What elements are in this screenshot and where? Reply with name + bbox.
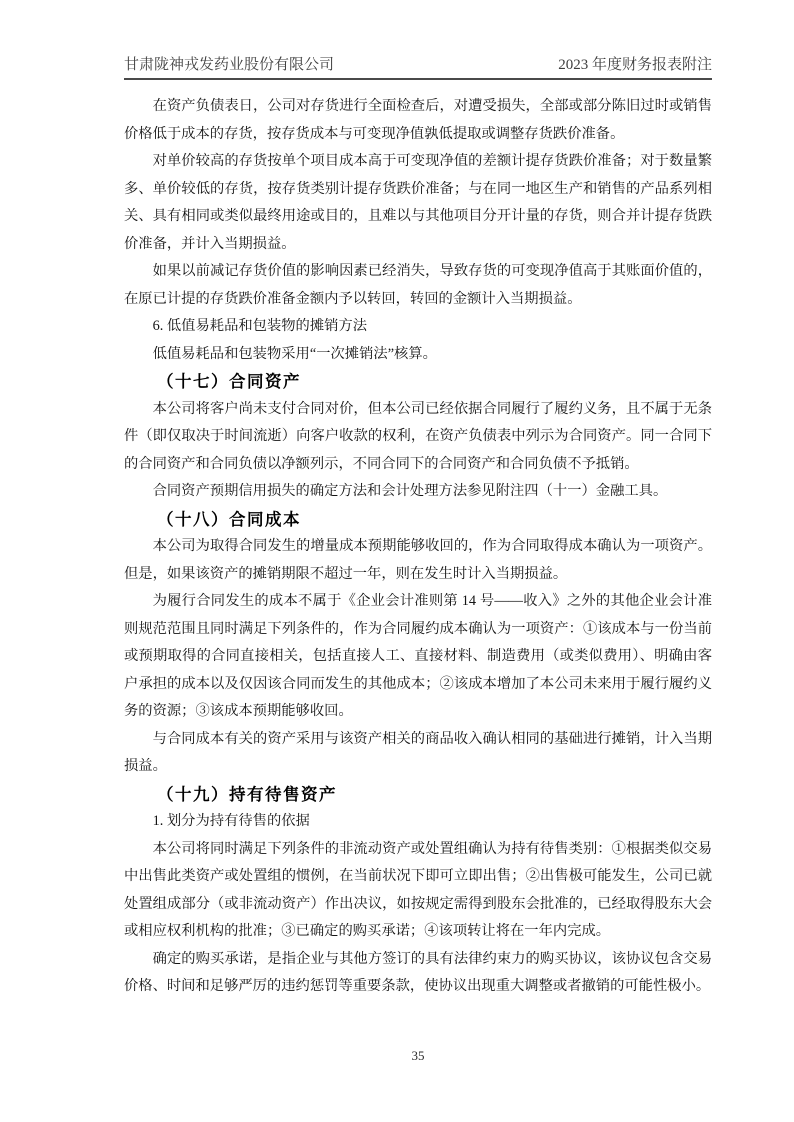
page-header — [124, 0, 712, 80]
list-item: 6. 低值易耗品和包装物的摊销方法 — [152, 318, 368, 334]
list-item: 1. 划分为持有待售的依据 — [152, 813, 310, 829]
document-body — [124, 93, 712, 1001]
page-number: 35 — [411, 1048, 425, 1063]
section-heading: （十八）合同成本 — [157, 509, 301, 529]
page-footer — [124, 1048, 712, 1064]
paragraph: 合同资产预期信用损失的确定方法和会计处理方法参见附注四（十一）金融工具。 — [152, 483, 668, 499]
paragraph: 本公司将同时满足下列条件的非流动资产或处置组确认为持有待售类别：①根据类似交易中出售此类资产或处置组的惯例，在当前状况下即可立即出售；②出售极可能发生，公司已就处置组成部分（或非流动资产）作出决议，如按规定需得到股东会批准的，已经取得股东大会或相应权利机构的批准；③已确定的购买承诺；④该项转让将在一年内完成。 — [124, 840, 712, 939]
header-doc-title: 2023 年度财务报表附注 — [558, 57, 712, 73]
section-heading: （十九）持有待售资产 — [157, 784, 337, 804]
paragraph: 本公司为取得合同发生的增量成本预期能够收回的，作为合同取得成本确认为一项资产。但是，如果该资产的摊销期限不超过一年，则在发生时计入当期损益。 — [124, 538, 712, 582]
paragraph: 本公司将客户尚未支付合同对价，但本公司已经依据合同履行了履约义务，且不属于无条件（即仅取决于时间流逝）向客户收款的权利，在资产负债表中列示为合同资产。同一合同下的合同资产和合同负债以净额列示，不同合同下的合同资产和合同负债不予抵销。 — [124, 400, 712, 472]
header-company-name: 甘肃陇神戎发药业股份有限公司 — [124, 57, 335, 73]
paragraph: 确定的购买承诺，是指企业与其他方签订的具有法律约束力的购买协议，该协议包含交易价格、时间和足够严厉的违约惩罚等重要条款，使协议出现重大调整或者撤销的可能性极小。 — [124, 950, 712, 994]
paragraph: 低值易耗品和包装物采用“一次摊销法”核算。 — [152, 345, 437, 362]
paragraph: 如果以前减记存货价值的影响因素已经消失，导致存货的可变现净值高于其账面价值的，在原已计提的存货跌价准备金额内予以转回，转回的金额计入当期损益。 — [124, 263, 712, 307]
paragraph: 为履行合同发生的成本不属于《企业会计准则第 14 号——收入》之外的其他企业会计准则规范范围且同时满足下列条件的，作为合同履约成本确认为一项资产：①该成本与一份当前或预期取得的合同直接相关，包括直接人工、直接材料、制造费用（或类似费用）、明确由客户承担的成本以及仅因该合同而发生的其他成本；②该成本增加了本公司未来用于履行履约义务的资源；③该成本预期能够收回。 — [124, 593, 712, 719]
paragraph: 与合同成本有关的资产采用与该资产相关的商品收入确认相同的基础进行摊销，计入当期损益。 — [124, 730, 712, 774]
paragraph: 对单价较高的存货按单个项目成本高于可变现净值的差额计提存货跌价准备；对于数量繁多、单价较低的存货，按存货类别计提存货跌价准备；与在同一地区生产和销售的产品系列相关、具有相同或类似最终用途或目的，且难以与其他项目分开计量的存货，则合并计提存货跌价准备，并计入当期损益。 — [124, 153, 712, 252]
section-heading: （十七）合同资产 — [157, 372, 301, 391]
paragraph: 在资产负债表日，公司对存货进行全面检查后，对遭受损失，全部或部分陈旧过时或销售价格低于成本的存货，按存货成本与可变现净值孰低提取或调整存货跌价准备。 — [124, 98, 712, 142]
